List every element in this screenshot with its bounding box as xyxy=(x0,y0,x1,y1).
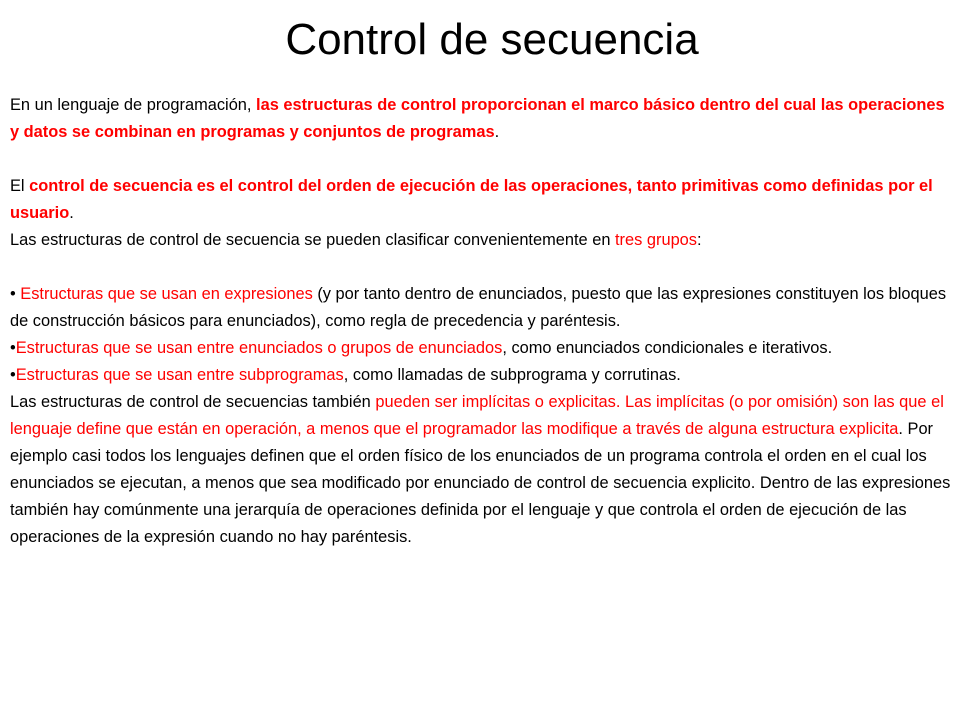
slide-body xyxy=(10,92,952,551)
intro-text-start: En un lenguaje de programación, xyxy=(10,96,257,114)
bullet-expressions xyxy=(10,281,952,335)
bullet-subprograms xyxy=(10,362,952,389)
paragraph-classification xyxy=(10,227,952,254)
bullet-statements xyxy=(10,335,952,362)
bullet-marker: • xyxy=(10,339,16,357)
paragraph-definition xyxy=(10,173,952,227)
definition-text-start: El xyxy=(10,177,30,195)
bullet-expressions-highlight: Estructuras que se usan en expresiones xyxy=(20,285,313,303)
paragraph-implicit-explicit xyxy=(10,389,952,551)
implicit-highlight: pueden ser implícitas o explicitas. Las implícitas (o por omisión) son las que el lenguaje define que están en operación, a menos que el programador las modifique a través de alguna estructura explicita xyxy=(10,393,944,438)
classification-text-end: : xyxy=(697,231,702,249)
bullet-subprograms-text: , como llamadas de subprograma y corrutinas. xyxy=(343,366,681,384)
bullet-subprograms-highlight: Estructuras que se usan entre subprogramas xyxy=(15,366,344,384)
bullet-expressions-text: (y por tanto dentro de enunciados, puesto que las expresiones constituyen los bloques de construcción básicos para enunciados), como regla de precedencia y paréntesis. xyxy=(10,285,947,330)
definition-text-end: . xyxy=(69,204,74,222)
classification-text-start: Las estructuras de control de secuencia se pueden clasificar convenientemente en xyxy=(10,231,615,249)
intro-text-end: . xyxy=(494,123,500,141)
paragraph-intro xyxy=(10,92,952,146)
definition-highlight: control de secuencia es el control del orden de ejecución de las operaciones, tanto primitivas como definidas por el usuario xyxy=(10,177,933,222)
implicit-text-end: . Por ejemplo casi todos los lenguajes definen que el orden físico de los enunciados de un programa controla el orden en el cual los enunciados se ejecutan, a menos que sea modificado por enunciado de control de secuencia explicito. Dentro de las expresiones también hay comúnmente una jerarquía de operaciones definida por el lenguaje y que controla el orden de ejecución de las operaciones de la expresión cuando no hay paréntesis. xyxy=(10,420,951,546)
bullet-statements-text: , como enunciados condicionales e iterativos. xyxy=(502,339,833,357)
bullet-marker: • xyxy=(10,366,16,384)
intro-highlight: las estructuras de control proporcionan el marco básico dentro del cual las operaciones y datos se combinan en programas y conjuntos de programas xyxy=(10,96,945,141)
bullet-marker: • xyxy=(10,285,21,303)
implicit-text-start: Las estructuras de control de secuencias también xyxy=(10,393,376,411)
bullet-statements-highlight: Estructuras que se usan entre enunciados o grupos de enunciados xyxy=(15,339,503,357)
slide-title: Control de secuencia xyxy=(285,15,699,64)
classification-highlight: tres grupos xyxy=(615,231,697,249)
